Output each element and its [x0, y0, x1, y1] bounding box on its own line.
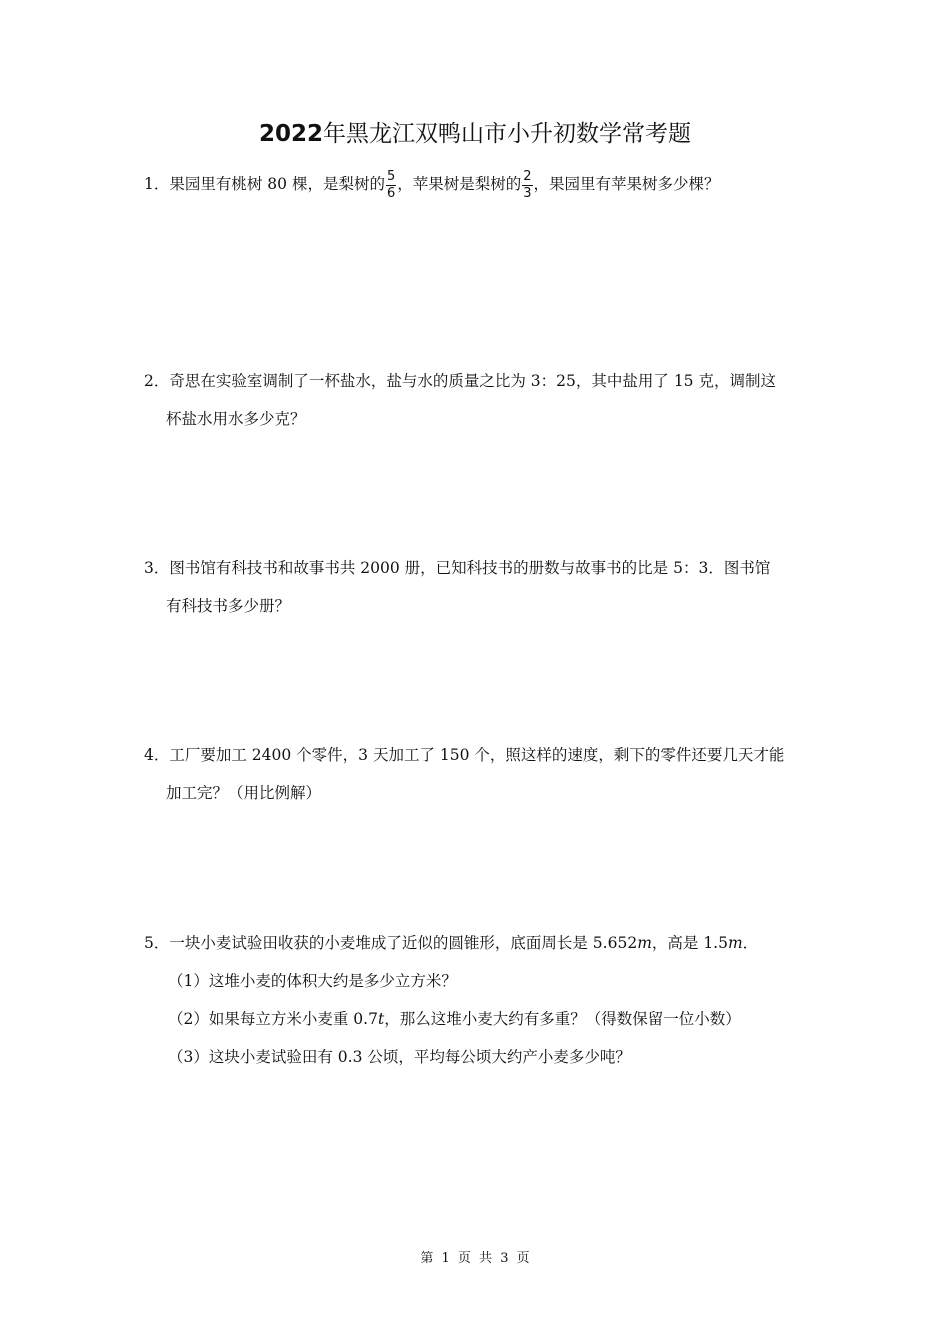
fraction-denominator: 6 [386, 185, 396, 201]
question-number: 1． [144, 175, 170, 193]
question-text: 图书馆有科技书和故事书共 2000 册，已知科技书的册数与故事书的比是 5：3．图书馆 [169, 559, 771, 577]
title-text: 年黑龙江双鸭山市小升初数学常考题 [323, 121, 691, 147]
title-year: 2022 [258, 121, 323, 147]
sub-question-3: （3）这块小麦试验田有 0.3 公顷，平均每公顷大约产小麦多少吨？ [168, 1048, 631, 1066]
question-text: 工厂要加工 2400 个零件，3 天加工了 150 个，照这样的速度，剩下的零件还要几天才能 [169, 746, 785, 764]
question-5 [144, 924, 824, 962]
sub-question-text: （2）如果每立方米小麦重 0.7 [168, 1010, 378, 1028]
question-number: 2． [144, 372, 170, 390]
unit-meter: m [727, 934, 743, 952]
unit-meter: m [637, 934, 652, 952]
question-text-continued: 杯盐水用水多少克？ [166, 410, 306, 428]
question-1 [144, 165, 824, 203]
sub-question-text: ，那么这堆小麦大约有多重？（得数保留一位小数） [384, 1010, 741, 1028]
question-number: 5． [144, 934, 170, 952]
question-text: ． [742, 934, 759, 952]
question-text: ，高是 1.5 [651, 934, 728, 952]
question-3 [144, 549, 824, 625]
question-text: ，苹果树是梨树的 [397, 175, 522, 193]
fraction-2-3 [522, 169, 532, 202]
unit-ton: t [377, 1010, 385, 1028]
question-text-continued: 有科技书多少册？ [166, 597, 291, 615]
sub-question-1: （1）这堆小麦的体积大约是多少立方米？ [168, 972, 457, 990]
fraction-numerator: 5 [386, 168, 396, 184]
fraction-5-6 [386, 169, 396, 202]
question-text: 奇思在实验室调制了一杯盐水，盐与水的质量之比为 3：25，其中盐用了 15 克，调制这 [169, 372, 776, 390]
page-title [0, 116, 950, 152]
question-text: 一块小麦试验田收获的小麦堆成了近似的圆锥形，底面周长是 5.652 [169, 934, 638, 952]
sub-question-2 [168, 1000, 741, 1038]
question-text-continued: 加工完？（用比例解） [166, 784, 322, 802]
question-2 [144, 362, 824, 438]
fraction-denominator: 3 [523, 185, 532, 201]
fraction-numerator: 2 [523, 168, 532, 184]
question-number: 4． [144, 746, 170, 764]
question-number: 3． [144, 559, 170, 577]
question-text: 果园里有桃树 80 棵，是梨树的 [169, 175, 385, 193]
question-text: ，果园里有苹果树多少棵？ [533, 175, 720, 193]
page-footer: 第 1 页 共 3 页 [420, 1251, 530, 1266]
question-4 [144, 736, 824, 812]
